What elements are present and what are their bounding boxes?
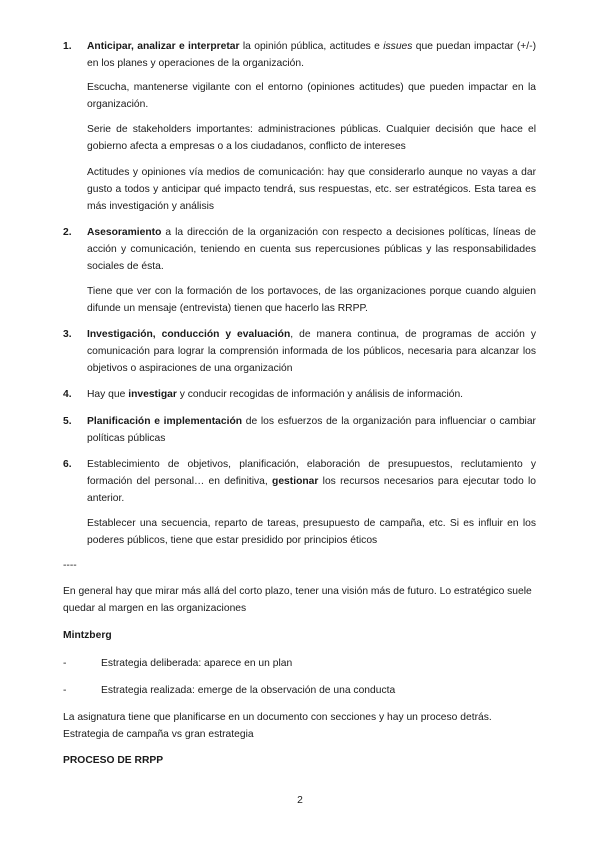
list-number: 3.	[63, 329, 72, 340]
item-text: y conducir recogidas de información y análisis de información.	[176, 389, 464, 400]
paragraph-general: En general hay que mirar más allá del corto plazo, tener una visión más de futuro. Lo estratégico suele quedar al margen en las organizaciones	[63, 586, 532, 614]
bold-phrase: gestionar	[272, 476, 319, 487]
item-text: los recursos necesarios para ejecutar todo lo anterior.	[87, 476, 536, 504]
heading-mintzberg: Mintzberg	[63, 630, 112, 641]
dash-bullet: -	[63, 685, 67, 696]
list-item-5	[87, 413, 536, 447]
list-number: 4.	[63, 389, 72, 400]
list-item-2	[87, 224, 536, 275]
dash-item: Estrategia deliberada: aparece en un plan	[101, 658, 293, 669]
item-text: que puedan impactar (+/-) en los planes y operaciones de la organización.	[87, 41, 536, 69]
list-item-1	[87, 38, 536, 72]
item-text: Establecimiento de objetivos, planificación, elaboración de presupuestos, reclutamiento y formación del personal… en definitiva,	[87, 459, 536, 487]
sub-paragraph: Tiene que ver con la formación de los portavoces, de las organizaciones porque cuando alguien difunde un mensaje (entrevista) tienen que hacerlo las RRPP.	[87, 286, 536, 314]
sub-paragraph: Escucha, mantenerse vigilante con el entorno (opiniones actitudes) que pueden impactar en la organización.	[87, 82, 536, 110]
sub-paragraph: Establecer una secuencia, reparto de tareas, presupuesto de campaña, etc. Si es influir en los poderes públicos, tiene que estar presidido por principios éticos	[87, 518, 536, 546]
list-number: 1.	[63, 41, 72, 52]
paragraph-asignatura: La asignatura tiene que planificarse en un documento con secciones y hay un proceso detrás. Estrategia de campaña vs gran estrategia	[63, 712, 492, 740]
heading-proceso: PROCESO DE RRPP	[63, 755, 164, 766]
page-number: 2	[297, 795, 303, 806]
dash-item: Estrategia realizada: emerge de la observación de una conducta	[101, 685, 396, 696]
list-item-3	[87, 326, 536, 377]
item-text: Hay que	[87, 389, 129, 400]
dash-bullet: -	[63, 658, 67, 669]
item-text: de los esfuerzos de la organización para influenciar o cambiar políticas públicas	[87, 416, 536, 444]
list-item-4	[87, 386, 536, 403]
bold-phrase: Asesoramiento	[87, 227, 162, 238]
bold-phrase: Anticipar, analizar e interpretar	[87, 41, 240, 52]
list-number: 6.	[63, 459, 72, 470]
bold-phrase: Investigación, conducción y evaluación	[87, 329, 291, 340]
sub-paragraph: Actitudes y opiniones vía medios de comunicación: hay que considerarlo aunque no vayas a dar gusto a todos y anticipar qué impacto tendrá, sus respuestas, etc. ser estratégicos. Esta tarea es más investigación y análisis	[87, 167, 536, 212]
italic-term: issues	[383, 41, 413, 52]
list-number: 5.	[63, 416, 72, 427]
bold-phrase: Planificación e implementación	[87, 416, 243, 427]
sub-paragraph: Serie de stakeholders importantes: administraciones públicas. Cualquier decisión que hace el gobierno afecta a empresas o a los ciudadanos, conflicto de intereses	[87, 124, 536, 152]
separator: ----	[63, 560, 77, 571]
list-item-6	[87, 456, 536, 507]
list-number: 2.	[63, 227, 72, 238]
item-text: a la dirección de la organización con respecto a decisiones políticas, líneas de acción y comunicación, teniendo en cuenta sus repercusiones públicas y las responsabilidades sociales de ésta.	[87, 227, 536, 272]
bold-phrase: investigar	[128, 389, 177, 400]
item-text: la opinión pública, actitudes e	[239, 41, 384, 52]
item-text: , de manera continua, de programas de acción y comunicación para lograr la comprensión informada de los públicos, necesaria para alcanzar los objetivos o aspiraciones de una organización	[87, 329, 536, 374]
